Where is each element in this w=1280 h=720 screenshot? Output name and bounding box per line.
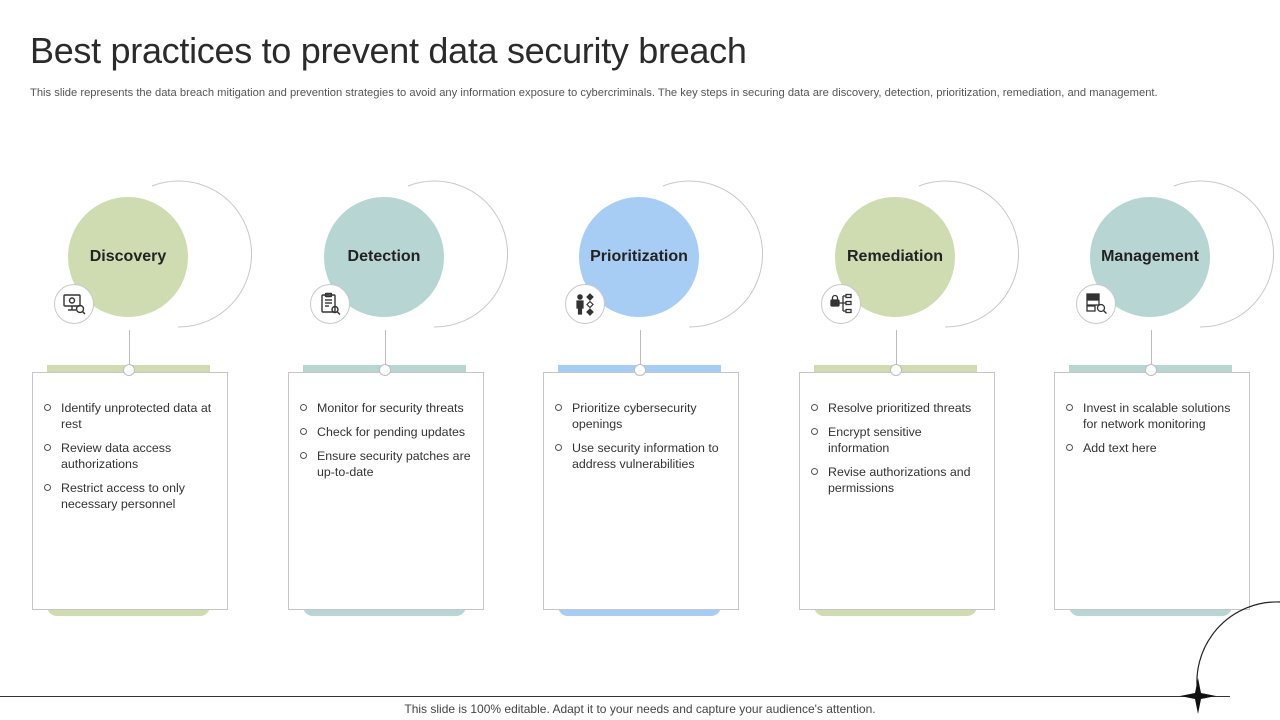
bullet-list — [33, 373, 227, 512]
step-prioritization — [543, 182, 739, 622]
connector-dot — [890, 364, 902, 376]
connector-line — [129, 330, 130, 366]
lock-network-icon — [821, 284, 861, 324]
page-subtitle: This slide represents the data breach mitigation and prevention strategies to avoid any information exposure to cybercriminals. The key steps in securing data are discovery, detection, prioritization, remediation, and management. — [30, 87, 1158, 99]
bullet-item: Restrict access to only necessary personnel — [43, 480, 215, 512]
bullet-list — [800, 373, 994, 496]
page-title: Best practices to prevent data security breach — [30, 30, 747, 71]
bullet-item: Check for pending updates — [299, 424, 471, 440]
step-detection — [288, 182, 484, 622]
connector-dot — [123, 364, 135, 376]
connector-line — [640, 330, 641, 366]
bullet-item: Encrypt sensitive information — [810, 424, 982, 456]
bullet-card — [543, 372, 739, 610]
monitor-settings-icon — [54, 284, 94, 324]
step-title: Management — [1101, 248, 1199, 265]
step-management — [1054, 182, 1250, 622]
bullet-item: Resolve prioritized threats — [810, 400, 982, 416]
connector-dot — [1145, 364, 1157, 376]
connector-dot — [379, 364, 391, 376]
bullet-item: Ensure security patches are up-to-date — [299, 448, 471, 480]
bullet-item: Monitor for security threats — [299, 400, 471, 416]
bullet-item: Invest in scalable solutions for network monitoring — [1065, 400, 1237, 432]
step-title: Remediation — [846, 248, 943, 265]
bullet-list — [289, 373, 483, 480]
bullet-card — [799, 372, 995, 610]
footer-note: This slide is 100% editable. Adapt it to your needs and capture your audience's attention. — [404, 702, 876, 716]
step-remediation — [799, 182, 995, 622]
bullet-card — [32, 372, 228, 610]
bullet-list — [1055, 373, 1249, 456]
bullet-card — [1054, 372, 1250, 610]
clipboard-search-icon — [310, 284, 350, 324]
bullet-item: Revise authorizations and permissions — [810, 464, 982, 496]
step-title: Discovery — [89, 248, 167, 265]
bullet-item: Identify unprotected data at rest — [43, 400, 215, 432]
connector-line — [1151, 330, 1152, 366]
connector-line — [896, 330, 897, 366]
connector-dot — [634, 364, 646, 376]
connector-line — [385, 330, 386, 366]
bullet-item: Use security information to address vulnerabilities — [554, 440, 726, 472]
bullet-card — [288, 372, 484, 610]
bullet-item: Prioritize cybersecurity openings — [554, 400, 726, 432]
server-search-icon — [1076, 284, 1116, 324]
bullet-list — [544, 373, 738, 472]
step-title: Prioritization — [590, 248, 688, 265]
step-discovery — [32, 182, 228, 622]
step-title: Detection — [347, 248, 421, 265]
bullet-item: Review data access authorizations — [43, 440, 215, 472]
person-priority-icon — [565, 284, 605, 324]
corner-sparkle-icon — [1150, 590, 1280, 720]
bullet-item: Add text here — [1065, 440, 1237, 456]
footer-divider — [0, 696, 1230, 697]
